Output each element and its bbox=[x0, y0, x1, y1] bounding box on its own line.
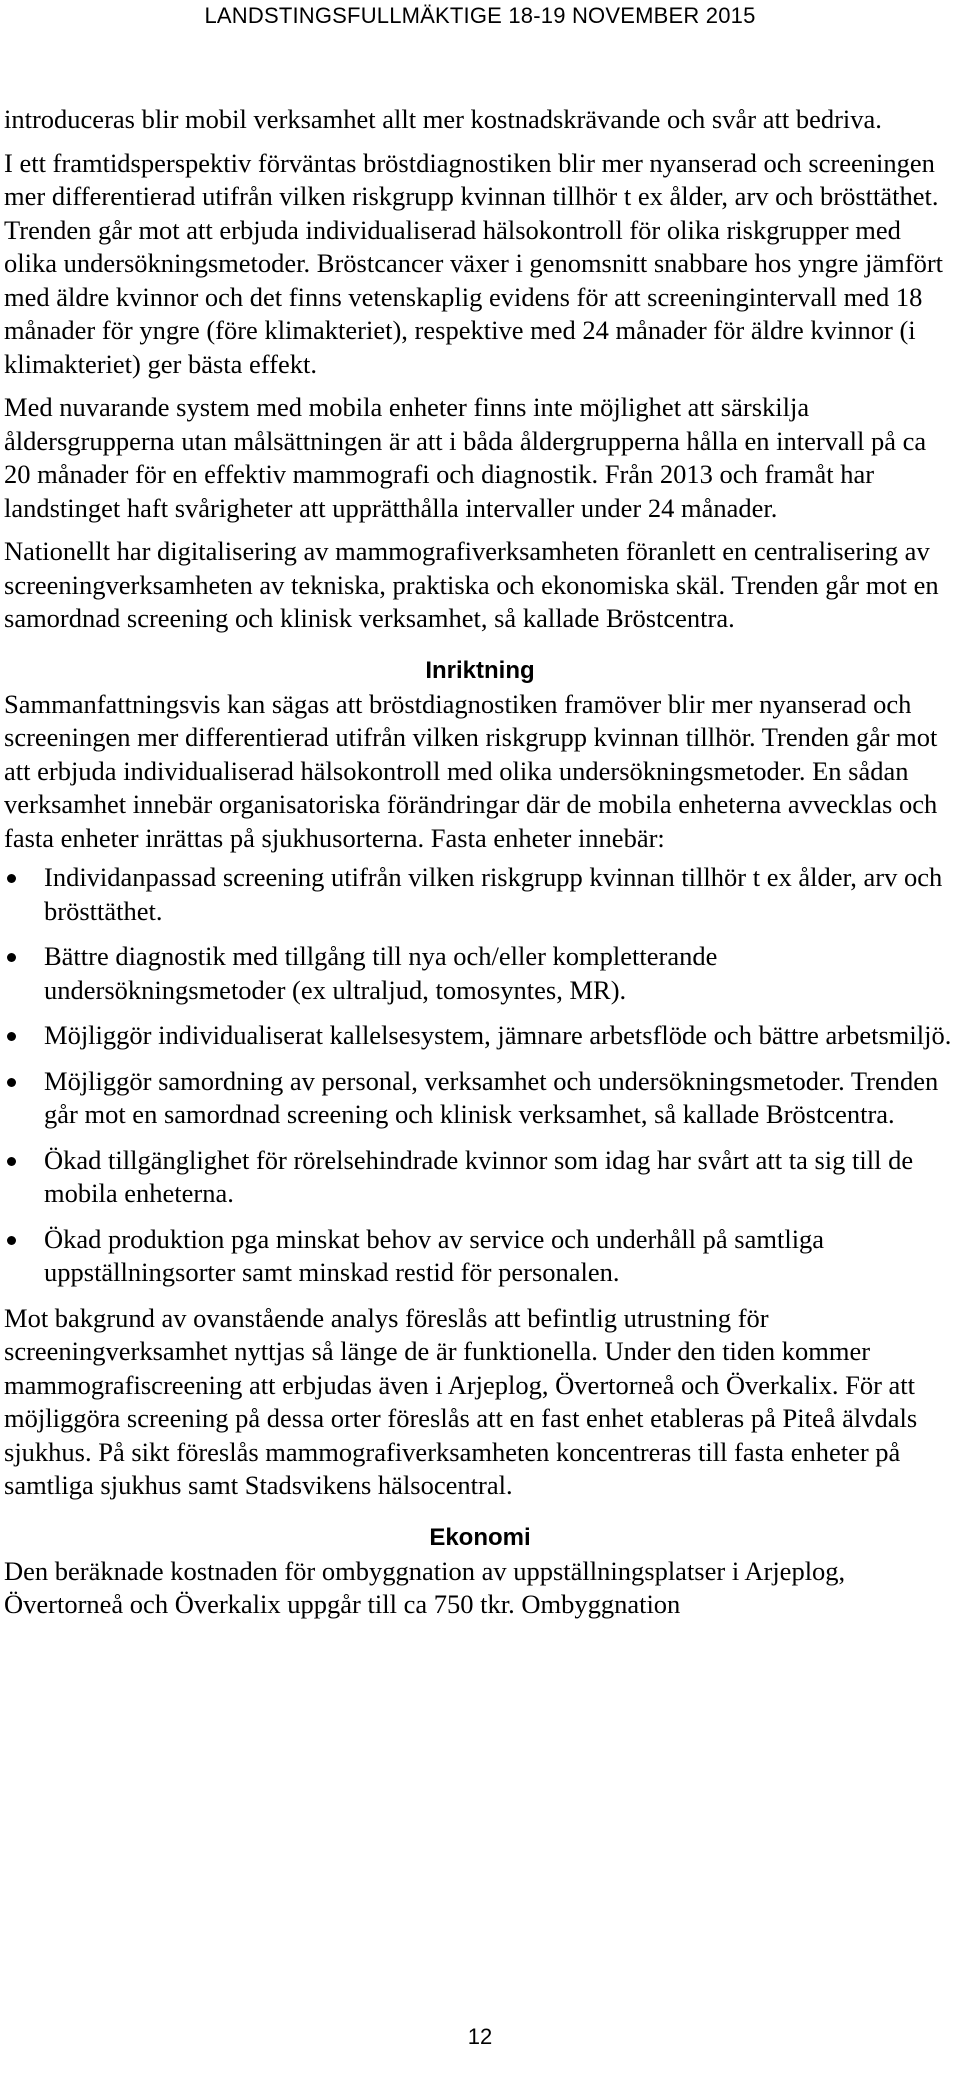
paragraph-intro-4: Nationellt har digitalisering av mammografiverksamheten föranlett en centralisering av screeningverksamheten av tekniska, praktiska och ekonomiska skäl. Trenden går mot en samordnad screening och klinisk verksamhet, så kallade Bröstcentra. bbox=[4, 536, 939, 633]
list-item bbox=[4, 940, 956, 1007]
bullet-icon bbox=[7, 1236, 16, 1245]
page-header: LANDSTINGSFULLMÄKTIGE 18-19 NOVEMBER 2015 bbox=[204, 3, 756, 28]
list-item-text: Bättre diagnostik med tillgång till nya och/eller kompletterande undersökningsmetoder (ex ultraljud, tomosyntes, MR). bbox=[44, 941, 718, 1005]
bullet-icon bbox=[7, 953, 16, 962]
paragraph-intro-3: Med nuvarande system med mobila enheter finns inte möjlighet att särskilja åldersgrupperna utan målsättningen är att i båda åldergrupperna hålla en intervall på ca 20 månader för en effektiv mammografi och diagnostik. Från 2013 och framåt har landstinget haft svårigheter att upprätthålla intervaller under 24 månader. bbox=[4, 392, 927, 523]
list-item bbox=[4, 1223, 956, 1290]
list-item-text: Möjliggör samordning av personal, verksamhet och undersökningsmetoder. Trenden går mot en samordnad screening och klinisk verksamhet, så kallade Bröstcentra. bbox=[44, 1065, 939, 1129]
paragraph-intro-2: I ett framtidsperspektiv förväntas bröstdiagnostiken blir mer nyanserad och screeningen mer differentierad utifrån vilken riskgrupp kvinnan tillhör t ex ålder, arv och brösttäthet. Trenden går mot att erbjuda individualiserad hälsokontroll för olika riskgrupper med olika undersökningsmetoder. Bröstcancer växer i genomsnitt snabbare hos yngre jämfört med äldre kvinnor och det finns vetenskaplig evidens för att screeningintervall med 18 månader för yngre (före klimakteriet), respektive med 24 månader för äldre kvinnor (i klimakteriet) ger bästa effekt. bbox=[4, 147, 944, 379]
bullet-icon bbox=[7, 874, 16, 883]
list-item-text: Ökad produktion pga minskat behov av service och underhåll på samtliga uppställningsorter samt minskad restid för personalen. bbox=[44, 1223, 825, 1287]
bullet-list bbox=[4, 861, 956, 1290]
bullet-icon bbox=[7, 1032, 16, 1041]
page-number: 12 bbox=[467, 2024, 493, 2049]
bullet-icon bbox=[7, 1157, 16, 1166]
list-item bbox=[4, 861, 956, 928]
heading-inriktning: Inriktning bbox=[425, 656, 535, 684]
paragraph-inriktning: Sammanfattningsvis kan sägas att bröstdiagnostiken framöver blir mer nyanserad och screeningen mer differentierad utifrån vilken riskgrupp kvinnan tillhör. Trenden går mot att erbjuda individualiserad hälsokontroll med olika undersökningsmetoder. En sådan verksamhet innebär organisatoriska förändringar där de mobila enheterna avvecklas och fasta enheter inrättas på sjukhusorterna. Fasta enheter innebär: bbox=[4, 688, 938, 853]
list-item bbox=[4, 1144, 956, 1211]
paragraph-inriktning-closing: Mot bakgrund av ovanstående analys föreslås att befintlig utrustning för screeningverksamhet nyttjas så länge de är funktionella. Under den tiden kommer mammografiscreening att erbjudas även i Arjeplog, Övertorneå och Överkalix. För att möjliggöra screening på dessa orter föreslås att en fast enhet etableras på Piteå älvdals sjukhus. På sikt föreslås mammografiverksamheten koncentreras till fasta enheter på samtliga sjukhus samt Stadsvikens hälsocentral. bbox=[4, 1302, 918, 1500]
list-item-text: Möjliggör individualiserat kallelsesystem, jämnare arbetsflöde och bättre arbetsmiljö. bbox=[44, 1020, 952, 1050]
paragraph-intro-1: introduceras blir mobil verksamhet allt mer kostnadskrävande och svår att bedriva. bbox=[4, 104, 882, 134]
heading-ekonomi: Ekonomi bbox=[429, 1523, 531, 1551]
list-item bbox=[4, 1065, 956, 1132]
paragraph-ekonomi: Den beräknade kostnaden för ombyggnation av uppställningsplatser i Arjeplog, Övertorneå och Överkalix uppgår till ca 750 tkr. Ombyggnation bbox=[4, 1555, 846, 1619]
document-body bbox=[4, 103, 956, 1625]
list-item-text: Individanpassad screening utifrån vilken riskgrupp kvinnan tillhör t ex ålder, arv och brösttäthet. bbox=[44, 862, 943, 926]
bullet-icon bbox=[7, 1078, 16, 1087]
list-item-text: Ökad tillgänglighet för rörelsehindrade kvinnor som idag har svårt att ta sig till de mobila enheterna. bbox=[44, 1144, 914, 1208]
list-item bbox=[4, 1019, 956, 1053]
